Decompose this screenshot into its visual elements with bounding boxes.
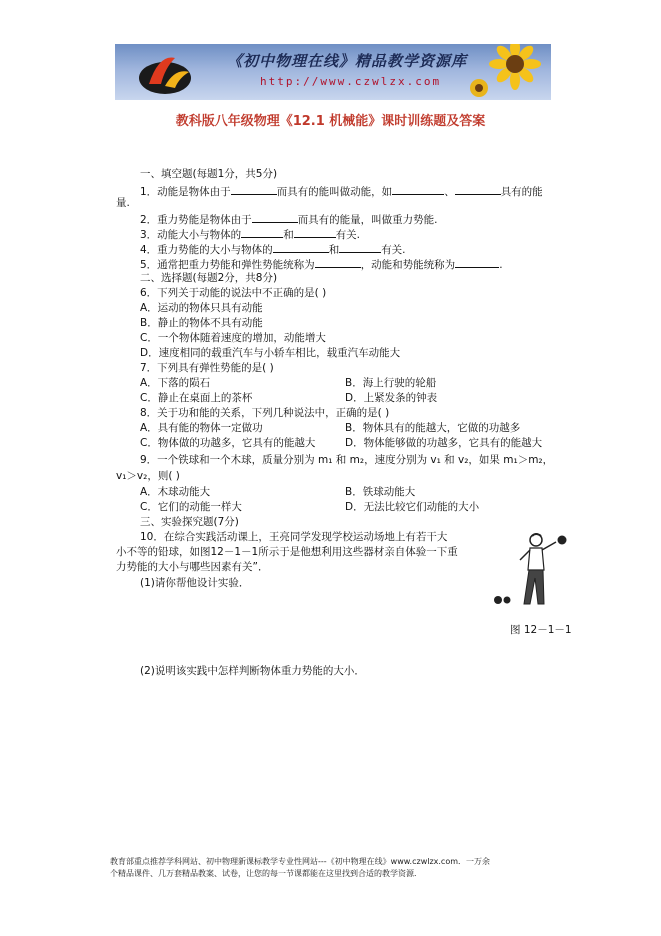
- section-heading: 二、选择题(每题2分，共8分): [140, 272, 278, 284]
- question-line: [140, 241, 406, 257]
- option-c: C．物体做的功越多，它具有的能越大: [140, 437, 316, 449]
- answer-blank: [252, 211, 298, 223]
- question-text: 有关.: [381, 244, 406, 256]
- answer-blank: [315, 256, 361, 268]
- footer-line: 个精品课件、几万套精品教案、试卷，让您的每一节课都能在这里找到合适的教学资源．: [110, 869, 422, 878]
- option-b: B．静止的物体不具有动能: [140, 317, 263, 329]
- question-part: (2)说明该实践中怎样判断物体重力势能的大小．: [140, 665, 365, 677]
- option-b: B．铁球动能大: [345, 486, 416, 498]
- answer-blank: [273, 241, 329, 253]
- question-text: 具有的能: [500, 186, 543, 198]
- answer-blank: [339, 241, 381, 253]
- header-banner: [115, 44, 551, 100]
- question-text: 2．重力势能是物体由于: [140, 214, 252, 226]
- question-text: 1．动能是物体由于: [140, 186, 231, 198]
- sunflower-icon: [465, 44, 551, 100]
- question-text: 而具有的能叫做动能，如: [276, 186, 393, 198]
- banner-url: http://www.czwlzx.com: [260, 75, 442, 88]
- question-line: [140, 256, 503, 272]
- figure-caption: 图 12－1－1: [510, 624, 572, 636]
- question-text: 而具有的能量，叫做重力势能.: [297, 214, 438, 226]
- section-heading: 三、实验探究题(7分): [140, 516, 239, 528]
- option-b: B．海上行驶的轮船: [345, 377, 437, 389]
- question-line: 8．关于功和能的关系，下列几种说法中，正确的是( ): [140, 407, 390, 419]
- question-text: 3．动能大小与物体的: [140, 229, 242, 241]
- option-a: A．下落的陨石: [140, 377, 211, 389]
- option-a: A．运动的物体只具有动能: [140, 302, 263, 314]
- answer-blank: [392, 183, 444, 195]
- question-line: 9．一个铁球和一个木球，质量分别为 m₁ 和 m₂，速度分别为 v₁ 和 v₂，如果 m₁＞m₂，: [140, 454, 554, 466]
- footer-line: 教育部重点推荐学科网站、初中物理新课标教学专业性网站---《初中物理在线》www.czwlzx.com．一万余: [110, 857, 491, 866]
- question-text: .: [499, 259, 503, 271]
- document-title: 教科版八年级物理《12.1 机械能》课时训练题及答案: [175, 114, 486, 129]
- question-line: [140, 211, 438, 227]
- figure-boy-with-shot-put: [492, 530, 572, 610]
- question-text: 、: [444, 186, 455, 198]
- question-line: 10．在综合实践活动课上，王亮同学发现学校运动场地上有若干大: [140, 531, 448, 543]
- question-text: ，动能和势能统称为: [360, 259, 456, 271]
- question-line: 小不等的铅球，如图12－1－1所示于是他想利用这些器材亲自体验一下重: [116, 546, 458, 558]
- option-d: D．上紧发条的钟表: [345, 392, 438, 404]
- banner-title: 《初中物理在线》精品教学资源库: [227, 52, 468, 70]
- option-b: B．物体具有的能越大，它做的功越多: [345, 422, 521, 434]
- option-c: C．一个物体随着速度的增加，动能增大: [140, 332, 326, 344]
- answer-blank: [294, 226, 336, 238]
- option-d: D．物体能够做的功越多，它具有的能越大: [345, 437, 543, 449]
- option-a: A．木球动能大: [140, 486, 211, 498]
- question-line: [140, 226, 360, 242]
- question-text: 4．重力势能的大小与物体的: [140, 244, 273, 256]
- option-c: C．静止在桌面上的茶杯: [140, 392, 253, 404]
- question-line: 6．下列关于动能的说法中不正确的是( ): [140, 287, 327, 299]
- question-text: 5．通常把重力势能和弹性势能统称为: [140, 259, 315, 271]
- question-line: 7．下列具有弹性势能的是( ): [140, 362, 274, 374]
- question-line: 力势能的大小与哪些因素有关”．: [116, 561, 269, 573]
- option-d: D．速度相同的载重汽车与小轿车相比，载重汽车动能大: [140, 347, 401, 359]
- answer-blank: [455, 183, 501, 195]
- question-line: [140, 183, 543, 199]
- option-d: D．无法比较它们动能的大小: [345, 501, 480, 513]
- option-c: C．它们的动能一样大: [140, 501, 242, 513]
- answer-blank: [231, 183, 277, 195]
- option-a: A．具有能的物体一定做功: [140, 422, 263, 434]
- answer-blank: [241, 226, 283, 238]
- question-line: 量.: [116, 197, 130, 209]
- answer-blank: [455, 256, 499, 268]
- question-text: 和: [328, 244, 340, 256]
- question-part: (1)请你帮他设计实验．: [140, 577, 250, 589]
- site-logo-icon: [135, 48, 195, 98]
- question-text: 有关.: [335, 229, 361, 241]
- section-heading: 一、填空题(每题1分，共5分): [140, 168, 278, 180]
- question-text: 和: [283, 229, 294, 241]
- question-line: v₁＞v₂，则( ): [116, 470, 180, 482]
